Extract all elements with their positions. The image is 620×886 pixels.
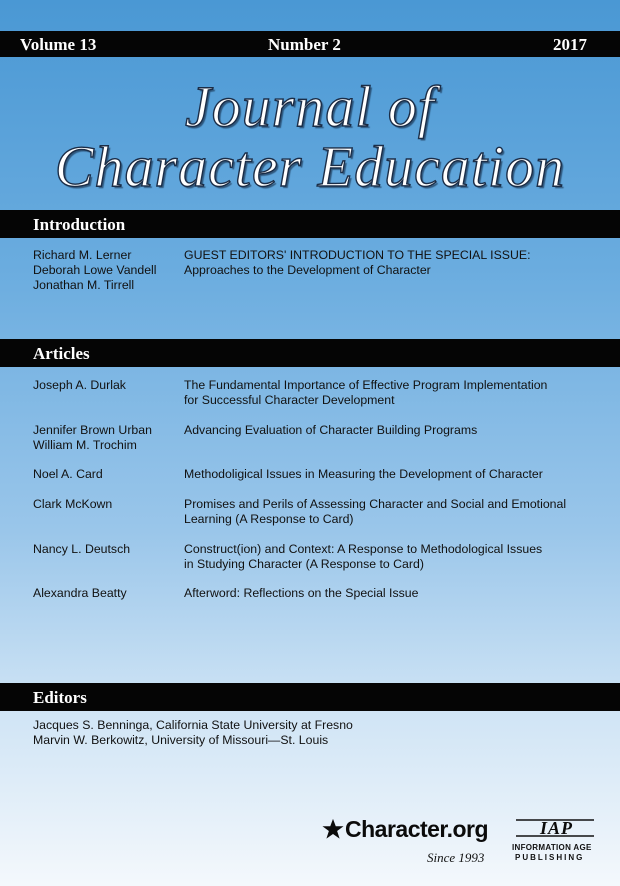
title-line: Methodoligical Issues in Measuring the Development of Character xyxy=(184,467,543,481)
author: Richard M. Lerner xyxy=(33,248,132,262)
author: William M. Trochim xyxy=(33,438,137,452)
article-authors xyxy=(33,423,178,453)
title-line: Learning (A Response to Card) xyxy=(184,512,354,526)
star-icon xyxy=(322,818,344,840)
introduction-title xyxy=(184,248,594,278)
author: Joseph A. Durlak xyxy=(33,378,126,392)
article-title xyxy=(184,497,594,527)
title-line: Construct(ion) and Context: A Response to Methodological Issues xyxy=(184,542,543,556)
journal-title-line2: Character Education xyxy=(54,134,566,199)
articles-heading-bar xyxy=(0,339,620,367)
title-line: The Fundamental Importance of Effective Program Implementation xyxy=(184,378,548,392)
author: Jennifer Brown Urban xyxy=(33,423,152,437)
author: Deborah Lowe Vandell xyxy=(33,263,157,277)
editor: Jacques S. Benninga, California State University at Fresno xyxy=(33,718,353,732)
article-title xyxy=(184,467,594,482)
editors-heading: Editors xyxy=(33,688,87,707)
editor: Marvin W. Berkowitz, University of Missouri—St. Louis xyxy=(33,733,329,747)
articles-heading: Articles xyxy=(33,344,90,363)
author: Alexandra Beatty xyxy=(33,586,127,600)
article-authors xyxy=(33,586,178,601)
journal-title-line1: Journal of xyxy=(184,74,436,139)
introduction-heading-bar xyxy=(0,210,620,238)
iap-line2: PUBLISHING xyxy=(515,853,585,862)
article-title xyxy=(184,378,594,408)
since-label: Since 1993 xyxy=(427,850,485,865)
author: Nancy L. Deutsch xyxy=(33,542,131,556)
character-org-wordmark: Character.org xyxy=(345,816,489,842)
title-line: Advancing Evaluation of Character Building Programs xyxy=(184,423,478,437)
editors-heading-bar xyxy=(0,683,620,711)
author: Noel A. Card xyxy=(33,467,103,481)
article-authors xyxy=(33,497,178,512)
issue-year: 2017 xyxy=(553,35,587,54)
title-line: for Successful Character Development xyxy=(184,393,395,407)
editors-list xyxy=(33,718,353,748)
issue-info-bar xyxy=(0,31,620,57)
introduction-authors xyxy=(33,248,178,293)
article-authors xyxy=(33,467,178,482)
volume-label: Volume 13 xyxy=(20,35,97,54)
article-title xyxy=(184,542,594,572)
author: Jonathan M. Tirrell xyxy=(33,278,135,292)
title-line: GUEST EDITORS' INTRODUCTION TO THE SPECIAL ISSUE: xyxy=(184,248,531,262)
iap-line1: INFORMATION AGE xyxy=(512,843,592,852)
article-title xyxy=(184,423,594,438)
title-line: Approaches to the Development of Character xyxy=(184,263,431,277)
iap-wordmark: IAP xyxy=(540,818,574,838)
introduction-heading: Introduction xyxy=(33,215,126,234)
title-line: Promises and Perils of Assessing Character and Social and Emotional xyxy=(184,497,567,511)
title-line: in Studying Character (A Response to Card) xyxy=(184,557,424,571)
title-line: Afterword: Reflections on the Special Issue xyxy=(184,586,419,600)
article-authors xyxy=(33,378,178,393)
article-title xyxy=(184,586,594,601)
article-authors xyxy=(33,542,178,557)
author: Clark McKown xyxy=(33,497,113,511)
issue-number: Number 2 xyxy=(268,35,341,54)
